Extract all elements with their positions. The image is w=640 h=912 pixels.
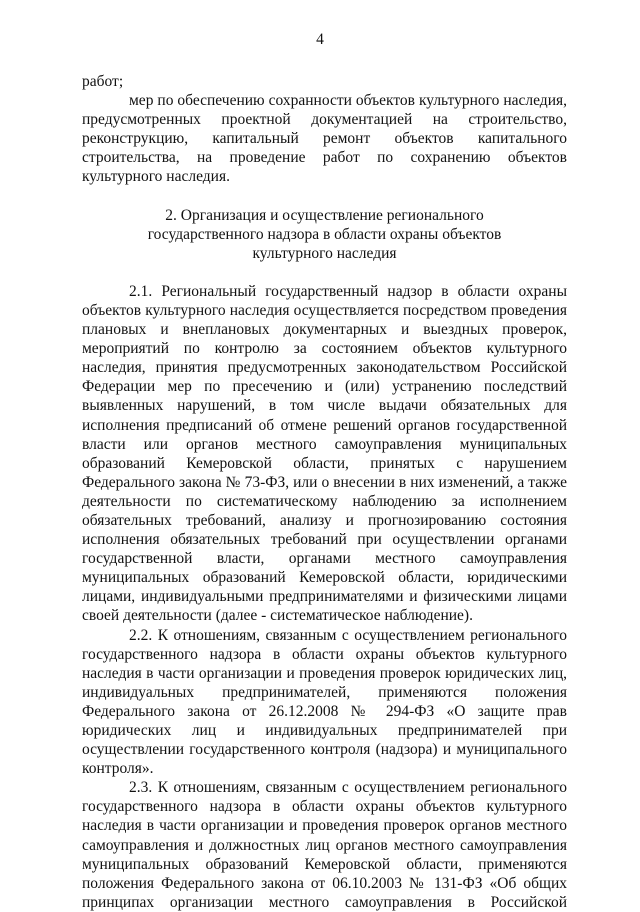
continuation-line: работ; (82, 73, 124, 90)
section-heading-line: 2. Организация и осуществление регионального (165, 206, 484, 224)
section-heading (82, 206, 567, 263)
section-heading-line: культурного наследия (252, 244, 397, 262)
paragraph-2-1: 2.1. Региональный государственный надзор в области охраны объектов культурного наследия осуществляется посредством проведения плановых и внеплановых документарных и выездных проверок, мероприятий по контролю за состоянием объектов культурного наследия, принятия предусмотренных законодательством Российской Федерации мер по пресечению и (или) устранению последствий выявленных нарушений, в том числе выдачи обязательных для исполнения предписаний об отмене решений органов государственной власти или органов местного самоуправления муниципальных образований Кемеровской области, принятых с нарушением Федерального закона № 73-ФЗ, или о внесении в них изменений, а также деятельности по систематическому наблюдению за исполнением обязательных требований, анализу и прогнозированию состояния исполнения обязательных требований при осуществлении органами государственной власти, органами местного самоуправления муниципальных образований Кемеровской области, юридическими лицами, индивидуальными предпринимателями и физическими лицами своей деятельности (далее - систематическое наблюдение). (82, 282, 567, 625)
spacer (82, 263, 567, 282)
continuation-paragraph: мер по обеспечению сохранности объектов культурного наследия, предусмотренных проектной документацией на строительство, реконструкцию, капитальный ремонт объектов капитального строительства, на проведение работ по сохранению объектов культурного наследия. (82, 92, 567, 186)
paragraph-2-3: 2.3. К отношениям, связанным с осуществлением регионального государственного надзора в области охраны объектов культурного наследия в части организации и проведения проверок органов местного самоуправления и должностных лиц органов местного самоуправления муниципальных образований Кемеровской области, применяются положения Федерального закона от 06.10.2003 № 131-ФЗ «Об общих принципах организации местного самоуправления в Российской (82, 779, 567, 911)
page-number: 4 (316, 31, 324, 48)
spacer (82, 187, 567, 206)
paragraph-2-2: 2.2. К отношениям, связанным с осуществлением регионального государственного надзора в области охраны объектов культурного наследия в части организации и проведения проверок юридических лиц, индивидуальных предпринимателей, применяются положения Федерального закона от 26.12.2008 № 294-ФЗ «О защите прав юридических лиц и индивидуальных предпринимателей при осуществлении государственного контроля (надзора) и муниципального контроля». (82, 626, 567, 778)
document-body (82, 72, 567, 912)
section-heading-line: государственного надзора в области охраны объектов (147, 225, 502, 243)
